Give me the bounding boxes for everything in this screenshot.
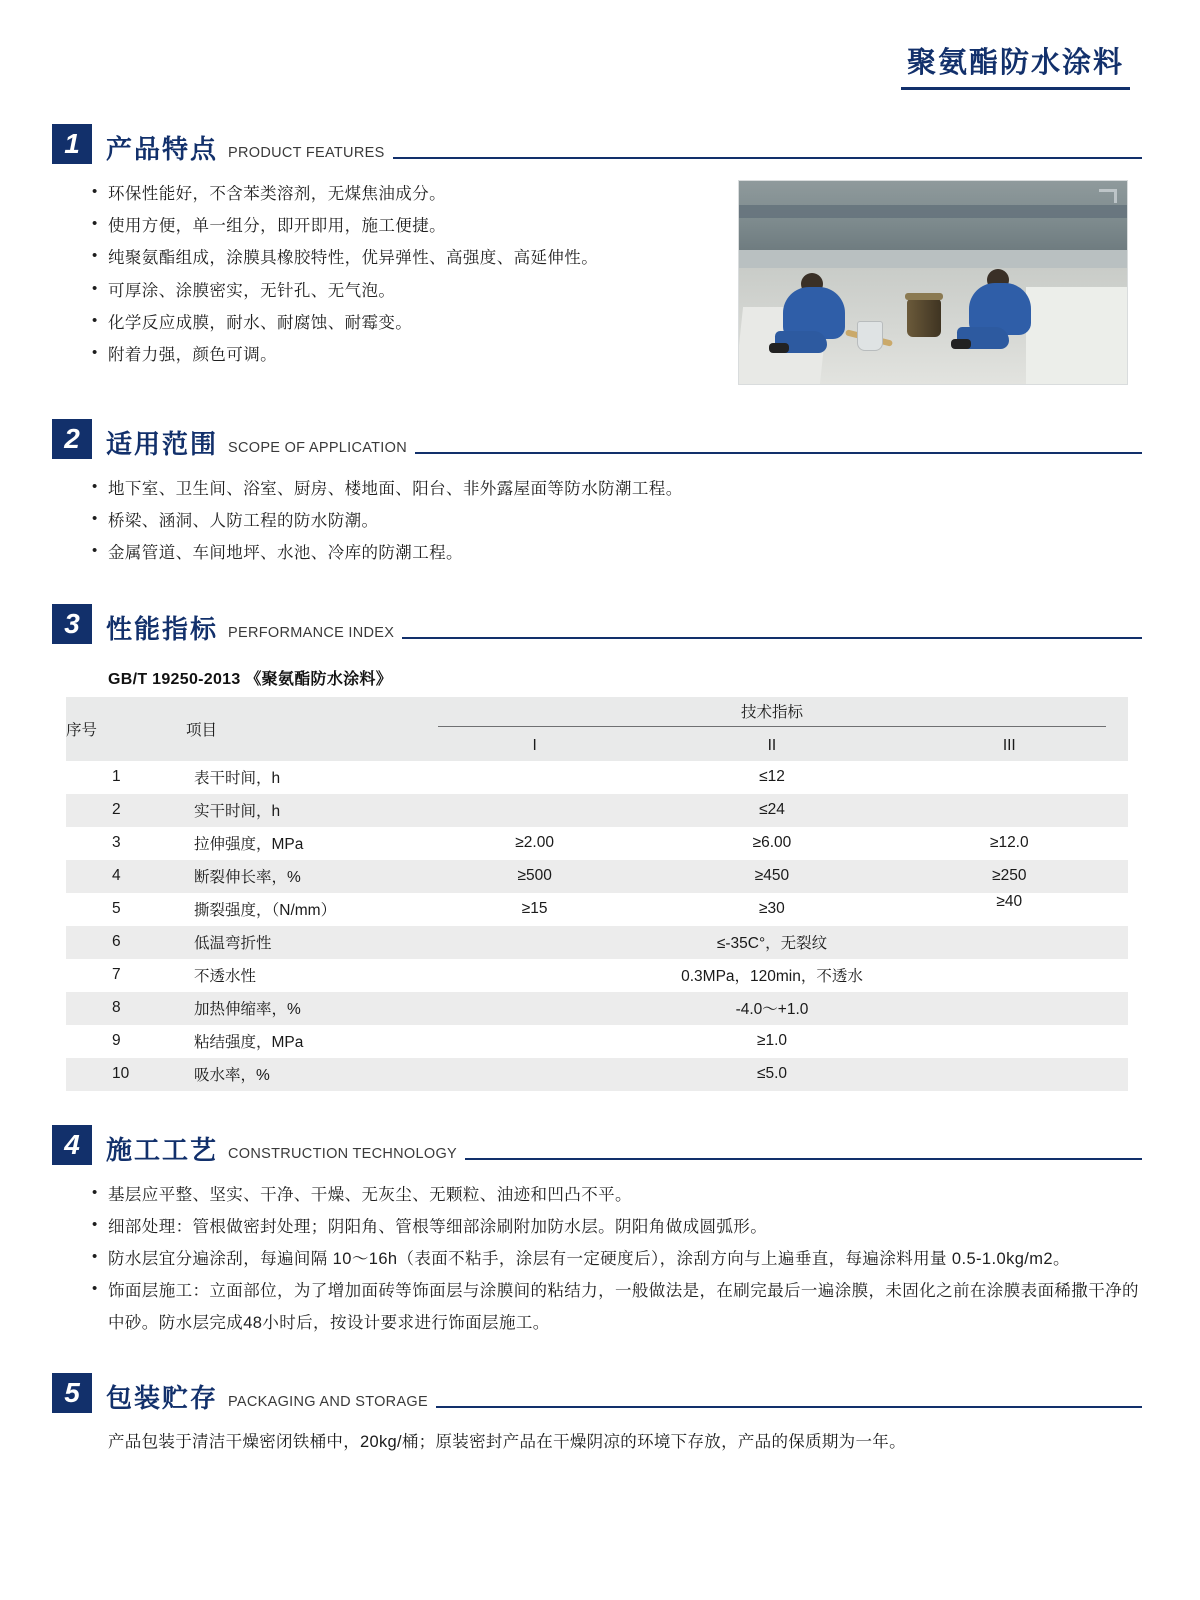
- tool-pail: [857, 321, 883, 351]
- list-item: • 金属管道、车间地坪、水池、冷库的防潮工程。: [108, 537, 1142, 569]
- cell-item: 吸水率，%: [186, 1058, 416, 1091]
- section-packaging-and-storage: [0, 1373, 1200, 1458]
- list-item: • 使用方便，单一组分，即开即用，施工便捷。: [108, 210, 728, 242]
- cell-grade-2: ≥30: [759, 900, 785, 918]
- header-item: 项目: [186, 697, 416, 761]
- cell-item: 撕裂强度，（N/mm）: [194, 902, 337, 920]
- standard-reference: GB/T 19250-2013 《聚氨酯防水涂料》: [108, 670, 393, 688]
- list-item: • 可厚涂、涂膜密实，无针孔、无气泡。: [108, 275, 728, 307]
- table-header-row: [66, 697, 1128, 731]
- list-item: • 饰面层施工：立面部位，为了增加面砖等饰面层与涂膜间的粘结力，一般做法是，在刷完最后一遍涂膜，未固化之前在涂膜表面稀撒干净的中砂。防水层完成48小时后，按设计要求进行饰面层施工。: [108, 1275, 1142, 1339]
- list-item: • 防水层宜分遍涂刮，每遍间隔 10～16h（表面不粘手，涂层有一定硬度后），涂刮方向与上遍垂直，每遍涂料用量 0.5-1.0kg/m2。: [108, 1243, 1142, 1275]
- table-row: [66, 992, 1128, 1025]
- cell-value-all: ≤24: [416, 794, 1128, 827]
- cell-grade-1: ≥15: [521, 900, 548, 918]
- list-item: • 环保性能好，不含苯类溶剂，无煤焦油成分。: [108, 178, 728, 210]
- section-header: [52, 1125, 1142, 1165]
- cell-value-all: ≤-35C°，无裂纹: [416, 926, 1128, 959]
- cell-item: 拉伸强度，MPa: [194, 836, 304, 854]
- cell-no: 10: [66, 1058, 186, 1091]
- list-item: • 纯聚氨酯组成，涂膜具橡胶特性，优异弹性、高强度、高延伸性。: [108, 242, 728, 274]
- section-number: 3: [52, 604, 92, 644]
- header-grade-1: I: [416, 731, 653, 761]
- section-title-cn: 性能指标: [106, 613, 219, 644]
- cell-no: 1: [112, 768, 121, 786]
- product-application-photo: [738, 180, 1128, 385]
- page-title-bar: [0, 0, 1200, 90]
- cell-grade-1: ≥2.00: [515, 834, 554, 852]
- header-grade-3: III: [891, 731, 1128, 761]
- section-number: 2: [52, 419, 92, 459]
- table-row: [66, 794, 1128, 827]
- cell-item: 断裂伸长率，%: [186, 860, 416, 893]
- header-tech-index: [416, 697, 1128, 731]
- cell-item: 加热伸缩率，%: [186, 992, 416, 1025]
- section-divider: [393, 157, 1142, 159]
- section-number: 1: [52, 124, 92, 164]
- table-row: [66, 1058, 1128, 1091]
- construction-steps-list: [52, 1179, 1142, 1340]
- cell-grade-2: ≥450: [653, 860, 890, 893]
- cell-value-all: ≤5.0: [416, 1058, 1128, 1091]
- section-title-cn: 产品特点: [106, 134, 219, 164]
- section-title-cn: 包装贮存: [106, 1383, 219, 1414]
- worker-shoe: [951, 339, 971, 349]
- photo-corner-marker: [1099, 189, 1117, 203]
- section-construction-technology: [0, 1125, 1200, 1340]
- table-row: [66, 926, 1128, 959]
- list-item: • 化学反应成膜，耐水、耐腐蚀、耐霉变。: [108, 307, 728, 339]
- cell-grade-3: ≥12.0: [989, 834, 1029, 852]
- photo-wall-stripe: [739, 205, 1127, 217]
- cell-item: 粘结强度，MPa: [194, 1034, 304, 1052]
- list-item: • 地下室、卫生间、浴室、厨房、楼地面、阳台、非外露屋面等防水防潮工程。: [108, 473, 1142, 505]
- table-row: [66, 761, 1128, 794]
- header-no: 序号: [66, 697, 186, 761]
- cell-item: 低温弯折性: [186, 926, 416, 959]
- packaging-text: 产品包装于清洁干燥密闭铁桶中，20kg/桶；原装密封产品在干燥阴凉的环境下存放，产品的保质期为一年。: [108, 1433, 906, 1452]
- table-row: [66, 1025, 1128, 1058]
- photo-curb: [739, 250, 1127, 268]
- cell-grade-2: ≥6.00: [752, 834, 792, 852]
- header-tech-index-label: 技术指标: [740, 704, 803, 722]
- section-divider: [402, 637, 1142, 639]
- table-row: [66, 959, 1128, 992]
- section-title-en: PERFORMANCE INDEX: [228, 624, 395, 641]
- cell-grade-1: ≥500: [416, 860, 653, 893]
- header-grade-2: II: [653, 731, 890, 761]
- cell-value-all: ≤12: [759, 768, 785, 786]
- cell-grade-3: ≥40: [996, 892, 1023, 910]
- section-title-en: PACKAGING AND STORAGE: [228, 1394, 428, 1411]
- cell-value-all: -4.0～+1.0: [416, 992, 1128, 1025]
- performance-index-table: [66, 697, 1128, 1091]
- cell-no: 3: [112, 834, 121, 852]
- table-row: [66, 827, 1128, 860]
- section-scope-of-application: [0, 419, 1200, 570]
- cell-value-all: 0.3MPa，120min，不透水: [681, 968, 863, 986]
- section-title-en: CONSTRUCTION TECHNOLOGY: [228, 1145, 457, 1162]
- cell-item: 不透水性: [194, 968, 257, 986]
- cell-value-all: ≥1.0: [756, 1032, 788, 1050]
- section-title-cn: 施工工艺: [106, 1134, 219, 1165]
- paint-bucket-lid: [905, 293, 943, 300]
- scope-list: [52, 473, 1142, 570]
- section-performance-index: [0, 604, 1200, 1091]
- worker-shoe: [769, 343, 789, 353]
- list-item: • 细部处理：管根做密封处理；阴阳角、管根等细部涂刷附加防水层。阴阳角做成圆弧形。: [108, 1211, 1142, 1243]
- cell-no: 6: [66, 926, 186, 959]
- section-title-cn: 适用范围: [106, 429, 219, 459]
- list-item: • 基层应平整、坚实、干净、干燥、无灰尘、无颗粒、油迹和凹凸不平。: [108, 1179, 1142, 1211]
- list-item: • 桥梁、涵洞、人防工程的防水防潮。: [108, 505, 1142, 537]
- section-title-en: PRODUCT FEATURES: [228, 145, 385, 161]
- section-header: [52, 604, 1142, 644]
- cell-no: 8: [66, 992, 186, 1025]
- table-row: [66, 860, 1128, 893]
- cell-no: 4: [66, 860, 186, 893]
- list-item: • 附着力强，颜色可调。: [108, 339, 728, 371]
- section-divider: [465, 1158, 1142, 1160]
- section-number: 5: [52, 1373, 92, 1413]
- header-underline: [438, 726, 1106, 727]
- section-number: 4: [52, 1125, 92, 1165]
- cell-grade-3: ≥250: [891, 860, 1128, 893]
- section-header: [52, 1373, 1142, 1413]
- cell-no: 7: [112, 966, 121, 984]
- section-title-en: SCOPE OF APPLICATION: [228, 440, 407, 456]
- cell-item: 表干时间，h: [194, 770, 281, 788]
- cell-item: 实干时间，h: [186, 794, 416, 827]
- cell-no: 5: [112, 900, 121, 918]
- section-divider: [415, 452, 1142, 454]
- page-title: 聚氨酯防水涂料: [901, 40, 1130, 90]
- section-header: [52, 419, 1142, 459]
- section-header: [52, 124, 1142, 164]
- section-product-features: [0, 124, 1200, 385]
- photo-worker-right: [947, 269, 1057, 353]
- table-row: [66, 893, 1128, 926]
- paint-bucket: [907, 299, 941, 337]
- cell-no: 2: [66, 794, 186, 827]
- product-features-list: [52, 178, 728, 371]
- section-divider: [436, 1406, 1142, 1408]
- cell-no: 9: [112, 1032, 121, 1050]
